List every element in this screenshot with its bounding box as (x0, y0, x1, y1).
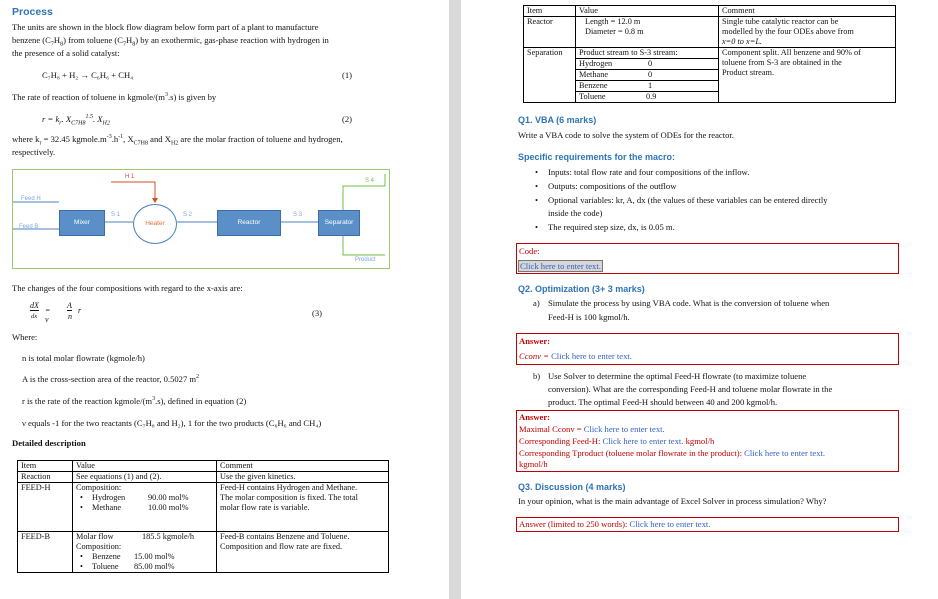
q3-heading: Q3. Discussion (4 marks) (518, 482, 626, 492)
label-h1: H 1 (125, 174, 135, 180)
q1-heading: Q1. VBA (6 marks) (518, 115, 597, 125)
cell-value: Product stream to S-3 stream: Hydrogen 0 Methane 0 Benzene 1 Toluene 0.9 (576, 48, 719, 103)
max-conversion-row: Maximal Cconv = Click here to enter text. (519, 424, 665, 434)
benzene-row: • Benzene 15.00 mol% (80, 552, 175, 561)
q1-text: Write a VBA code to solve the system of ODEs for the reactor. (518, 130, 734, 140)
block-flow-diagram (12, 169, 390, 269)
q2b-line-3: product. The optimal Feed-H should between 40 and 200 kgmol/h. (548, 397, 778, 407)
detailed-table (17, 460, 389, 573)
def-nu: ν equals -1 for the two reactants (C₇H₈ and H₂), 1 for the two products (C₆H₆ and CH₄) (22, 418, 322, 428)
code-input[interactable]: Click here to enter text. (520, 261, 601, 271)
intro-line-3: the presence of a solid catalyst: (12, 48, 120, 58)
label-s2: S 2 (183, 212, 193, 218)
ode-r: r (78, 306, 82, 315)
detailed-heading: Detailed description (12, 438, 86, 448)
cell-value (73, 532, 217, 573)
right-page (461, 0, 938, 599)
table-row-separation (524, 48, 896, 103)
header-value: Value (73, 461, 217, 472)
cell-value (73, 483, 217, 532)
header-item: Item (18, 461, 73, 472)
header-comment: Comment (217, 461, 389, 472)
hydrogen-row: • Hydrogen 90.00 mol% (80, 493, 189, 502)
separator-block: Separator (318, 210, 360, 236)
feed-h-row: Corresponding Feed-H: Click here to enter text. kgmol/h (519, 436, 715, 446)
sep-row: Methane 0 (576, 69, 718, 80)
spec-item-continued: inside the code) (548, 208, 603, 218)
table-row-feed-b (18, 532, 389, 573)
conversion-input[interactable]: Click here to enter text. (551, 351, 632, 361)
reactor-block: Reactor (217, 210, 281, 236)
rate-intro: The rate of reaction of toluene in kgmole/$(m^3.s)$ is given by (12, 92, 217, 102)
ode-lhs-numerator: dX (30, 301, 39, 310)
sep-row: Benzene 1 (576, 80, 718, 91)
composition-label: Composition: (76, 483, 122, 492)
header-comment: Comment (719, 6, 896, 17)
table-header-row (18, 461, 389, 472)
cell-item: FEED-H (18, 483, 73, 532)
cell-value: See equations (1) and (2). (73, 472, 217, 483)
reactor-table (523, 5, 896, 103)
cell-item: Separation (524, 48, 576, 103)
sep-row: Hydrogen 0 (576, 58, 718, 69)
table-row-feed-h (18, 483, 389, 532)
label-s4: S 4 (365, 178, 375, 184)
q2b-line-2: conversion). What are the corresponding Feed-H and toluene molar flowrate in the (548, 384, 833, 394)
cell-value: Length = 12.0 m Diameter = 0.8 m (576, 17, 719, 48)
code-box (516, 243, 899, 274)
spec-item: • Outputs: compositions of the outflow (548, 181, 676, 191)
cell-comment: Component split. All benzene and 90% of toluene from S-3 are obtained in the Product stream. (719, 48, 896, 103)
ode-lhs-denominator: dx (31, 313, 38, 320)
molar-flow-row: Molar flow 185.5 kgmole/h (76, 532, 195, 541)
max-conversion-input[interactable]: Click here to enter text. (583, 424, 665, 434)
answer-b-label: Answer: (519, 412, 551, 422)
label-s3: S 3 (293, 212, 303, 218)
def-r: r is the rate of the reaction kgmole/$(m^3.s)$, defined in equation (2) (22, 396, 247, 406)
ode-area: A (67, 301, 72, 310)
q2a-line-2: Feed-H is 100 kgmol/h. (548, 312, 630, 322)
equation-number-1: (1) (342, 70, 353, 80)
q2b-line-1: Use Solver to determine the optimal Feed-H flowrate (to maximize toluene (548, 371, 807, 381)
conversion-row: Cconv = Click here to enter text. (519, 351, 632, 361)
spec-item: • Inputs: total flow rate and four compositions of the inflow. (548, 167, 749, 177)
label-feed-b: Feed B (19, 224, 39, 230)
composition-label: Composition: (76, 542, 122, 551)
toluene-product-row: Corresponding Tproduct (toluene molar flowrate in the product): Click here to enter text. (519, 448, 826, 458)
toluene-row: • Toluene 85.00 mol% (80, 562, 175, 571)
where-line-1: where $k_r = 32.45$ $kgmole.m^{-3}.h^{-1}$, $X_{C7H8}$ and $X_{H2}$ are the molar fraction of toluene and hydrogen, (12, 134, 343, 147)
reaction-equation: C₇H₈ + H₂ → C₆H₆ + CH₄ (42, 70, 134, 80)
spec-heading: Specific requirements for the macro: (518, 152, 676, 162)
answer-q3-row: Answer (limited to 250 words): Click here to enter text. (519, 519, 711, 529)
answer-q3-input[interactable]: Click here to enter text. (629, 519, 711, 529)
intro-line-1: The units are shown in the block flow diagram below form part of a plant to manufacture (12, 22, 319, 32)
cell-comment: Feed-H contains Hydrogen and Methane. The molar composition is fixed. The total molar flow rate is variable. (217, 483, 389, 532)
q3-text: In your opinion, what is the main advantage of Excel Solver in process simulation? Why? (518, 496, 827, 506)
q2-heading: Q2. Optimization (3+ 3 marks) (518, 284, 645, 294)
feed-h-input[interactable]: Click here to enter text. (602, 436, 684, 446)
cell-comment: Feed-B contains Benzene and Toluene. Composition and flow rate are fixed. (217, 532, 389, 573)
ode-equals: = ν (45, 306, 51, 324)
code-label: Code: (519, 246, 540, 256)
cell-item: FEED-B (18, 532, 73, 573)
toluene-product-unit: kgmol/h (519, 459, 548, 469)
mixer-block: Mixer (59, 210, 105, 236)
header-value: Value (576, 6, 719, 17)
methane-row: • Methane 10.00 mol% (80, 503, 189, 512)
def-area: A is the cross-section area of the reactor, 0.5027 $m^2$ (22, 374, 200, 384)
answer-q3-box (516, 517, 899, 532)
answer-a-label: Answer: (519, 336, 551, 346)
spec-item: • Optional variables: kr, A, dx (the values of these variables can be entered directly (548, 195, 828, 205)
equation-number-3: (3) (312, 308, 323, 318)
spec-item: • The required step size, dx, is 0.05 m. (548, 222, 675, 232)
q2a-label: a) (533, 298, 540, 308)
heater-block: Heater (133, 204, 177, 244)
q2a-line-1: Simulate the process by using VBA code. What is the conversion of toluene when (548, 298, 830, 308)
q2b-label: b) (533, 371, 541, 381)
cell-item: Reaction (18, 472, 73, 483)
where-line-2: respectively. (12, 147, 56, 157)
answer-b-box (516, 410, 899, 472)
header-item: Item (524, 6, 576, 17)
def-n: n is total molar flowrate (kgmole/h) (22, 353, 145, 363)
equation-number-2: (2) (342, 114, 353, 124)
table-row-reaction (18, 472, 389, 483)
label-product: Product (355, 257, 376, 263)
intro-line-2: benzene $(C_7H_8)$ from toluene $(C_7H_8)$ by an exothermic, gas-phase reaction with hydrogen in (12, 35, 329, 48)
label-feed-h: Feed H (21, 196, 41, 202)
left-page (0, 0, 449, 599)
label-s1: S 1 (111, 212, 121, 218)
cell-item: Reactor (524, 17, 576, 48)
process-heading: Process (12, 6, 53, 18)
toluene-product-input[interactable]: Click here to enter text. (744, 448, 826, 458)
rate-equation: $r = k_r$. $X_{C7H8}^{1.5}$. $X_{H2}$ (42, 114, 110, 127)
table-header-row (524, 6, 896, 17)
ode-n: n (68, 312, 72, 321)
sep-row: Toluene 0.9 (576, 91, 718, 102)
cell-comment: Use the given kinetics. (217, 472, 389, 483)
where-label: Where: (12, 332, 38, 342)
cell-comment: Single tube catalytic reactor can be modelled by the four ODEs above from x=0 to x=L. (719, 17, 896, 48)
changes-text: The changes of the four compositions with regard to the x-axis are: (12, 283, 243, 293)
table-row-reactor (524, 17, 896, 48)
answer-a-box (516, 333, 899, 365)
